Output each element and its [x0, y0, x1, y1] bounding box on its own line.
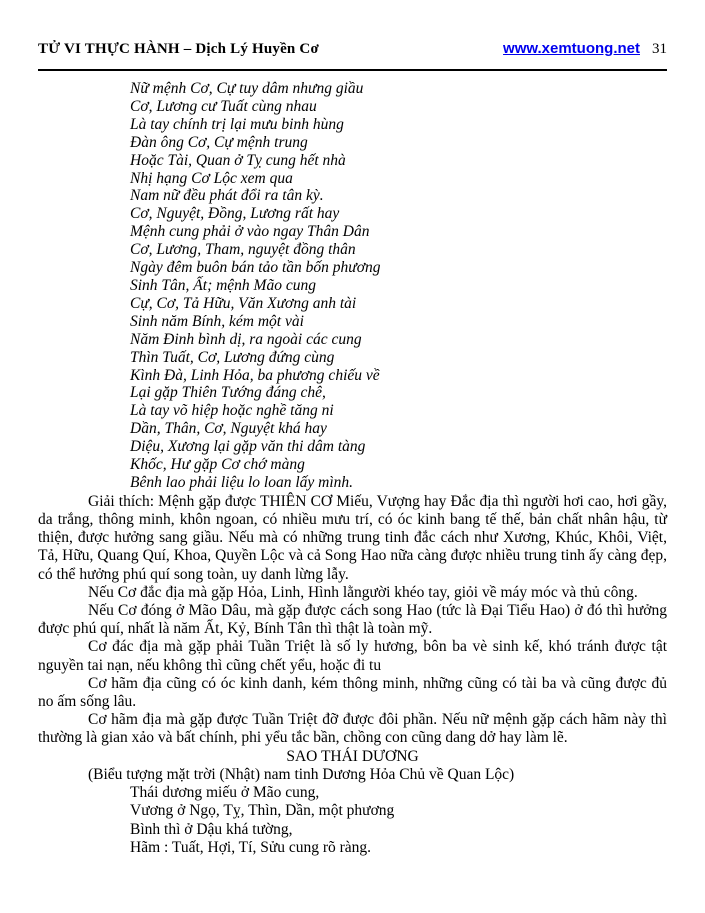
poem-line: Kình Đà, Linh Hỏa, ba phương chiếu về [130, 366, 380, 384]
poem-line: Mệnh cung phải ở vào ngay Thân Dân [130, 223, 370, 241]
explanation-paragraph: Nếu Cơ đắc địa mà gặp Hỏa, Linh, Hình lằngười khéo tay, giỏi về máy móc và thủ công. [88, 583, 638, 601]
header-right [503, 40, 667, 58]
explanation-paragraph: Cơ hãm địa mà gặp được Tuần Triệt đỡ được đôi phần. Nếu nữ mệnh gặp cách hãm này thì thường là gian xảo và bất chính, phi yểu tắc bần, chồng con cũng dang dở hay làm lẽ. [38, 711, 667, 747]
explanation-paragraph: Cơ hãm địa cũng có óc kinh danh, kém thông minh, những cũng có tài ba và cũng được đủ no ấm sống lâu. [38, 674, 667, 711]
poem-line: Cơ, Lương, Tham, nguyệt đồng thân [130, 241, 356, 259]
poem-line: Đàn ông Cơ, Cự mệnh trung [130, 133, 308, 151]
poem-line: Dần, Thân, Cơ, Nguyệt khá hay [130, 420, 327, 438]
explanation-paragraph: Nếu Cơ đóng ở Mão Dâu, mà gặp được cách song Hao (tức là Đại Tiểu Hao) ở đó thì hưởng được phú quí, nhất là năm Ất, Kỷ, Bính Tân thì thật là toàn mỹ. [38, 602, 667, 638]
poem-line: Sinh Tân, Ất; mệnh Mão cung [130, 276, 316, 294]
poem-line: Lại gặp Thiên Tướng đáng chê, [130, 384, 326, 402]
section-heading: SAO THÁI DƯƠNG [286, 747, 419, 765]
poem-line: Cơ, Nguyệt, Đồng, Lương rất hay [130, 205, 340, 223]
explanation-paragraph: Cơ đác địa mà gặp phải Tuần Triệt là số ly hương, bôn ba vè sinh kế, khó tránh được tật nguyền tai nạn, nếu không thì cũng chết yểu, hoặc đi tu [38, 638, 667, 674]
book-title: TỬ VI THỰC HÀNH – Dịch Lý Huyền Cơ [38, 41, 319, 57]
section-subtitle: (Biểu tượng mặt trời (Nhật) nam tinh Dương Hỏa Chủ về Quan Lộc) [88, 765, 515, 783]
poem-line: Năm Đinh bình dị, ra ngoài các cung [130, 330, 362, 348]
verse-line: Vương ở Ngọ, Tỵ, Thìn, Dần, một phương [130, 802, 395, 820]
poem-line: Cơ, Lương cư Tuất cùng nhau [130, 97, 317, 115]
poem-line: Là tay võ hiệp hoặc nghề tăng ni [130, 402, 334, 420]
poem-line: Nhị hạng Cơ Lộc xem qua [130, 169, 293, 187]
page-number: 31 [652, 41, 667, 57]
poem-line: Bênh lao phải liệu lo loan lấy mình. [130, 473, 354, 491]
explanation-block [38, 493, 667, 748]
poem-line: Nữ mệnh Cơ, Cự tuy dâm nhưng giầu [130, 80, 364, 97]
poem-line: Là tay chính trị lại mưu binh hùng [130, 115, 344, 133]
poem-line: Thìn Tuất, Cơ, Lương đứng cùng [130, 348, 335, 366]
website-link[interactable]: www.xemtuong.net [503, 40, 640, 57]
verse-line: Thái dương miếu ở Mão cung, [130, 784, 320, 802]
explanation-paragraph: Giải thích: Mệnh gặp được THIÊN CƠ Miếu, Vượng hay Đắc địa thì người hơi cao, hơi gầy, da trắng, thông minh, khôn ngoan, có nhiều mưu trí, có óc kinh bang tế thế, bản chất nhân hậu, từ thiện, được hưởng sang giầu. Nếu mà có những trung tinh đắc cách như Xương, Khúc, Khôi, Việt, Tả, Hữu, Quang Quí, Khoa, Quyền Lộc và cả Song Hao nữa càng được nhiều trung tinh ấy càng đẹp, có thể hưởng phú quí song toàn, uy danh lừng lẫy. [38, 492, 667, 583]
poem-line: Diệu, Xương lại gặp văn thi dâm tàng [130, 438, 366, 456]
header-divider [38, 69, 667, 71]
verse-block [130, 784, 667, 857]
poem-line: Cự, Cơ, Tả Hữu, Văn Xương anh tài [130, 294, 357, 312]
poem-line: Khốc, Hư gặp Cơ chớ màng [130, 456, 305, 474]
verse-line: Bình thì ở Dậu khá tường, [130, 820, 293, 838]
poem-line: Sinh năm Bính, kém một vài [130, 312, 304, 330]
poem-line: Ngày đêm buôn bán tảo tần bốn phương [130, 259, 381, 277]
poem-block [130, 80, 667, 492]
verse-line: Hãm : Tuất, Hợi, Tí, Sửu cung rõ ràng. [130, 838, 372, 856]
page-header [38, 40, 667, 58]
poem-line: Nam nữ đều phát đổi ra tân kỳ. [130, 187, 324, 205]
poem-line: Hoặc Tài, Quan ở Tỵ cung hết nhà [130, 151, 346, 169]
